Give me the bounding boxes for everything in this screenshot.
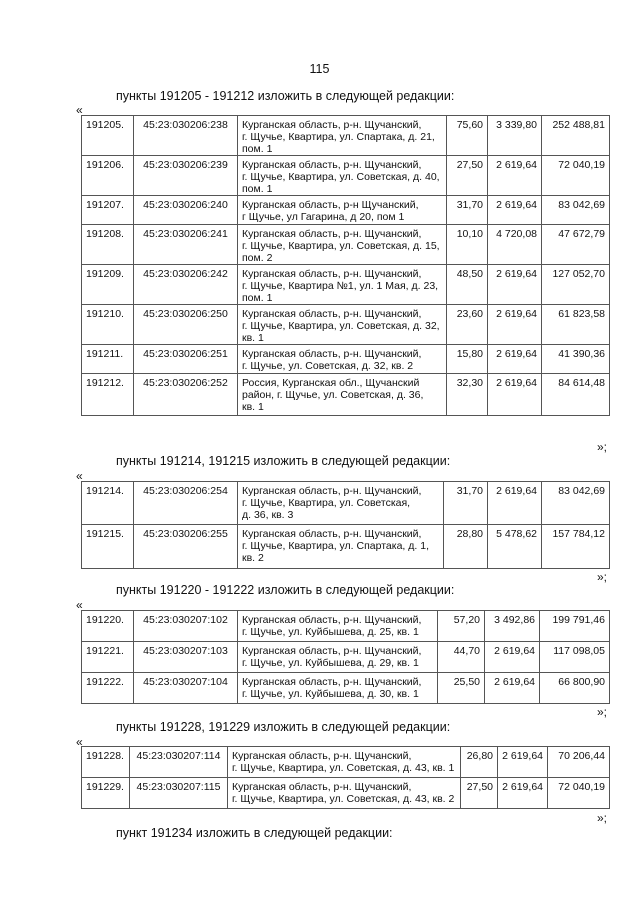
closing-quote: »; [597,811,608,825]
address-line: Курганская область, р-н. Щучанский, [242,268,422,280]
registry-table [81,481,610,569]
table-row [82,305,610,345]
item-number-cell: 191211. [82,345,134,374]
closing-quote: »; [597,705,608,719]
unit-price-cell: 2 619,64 [488,345,542,374]
table-row [82,482,610,525]
table-row [82,156,610,196]
item-number-cell: 191207. [82,196,134,225]
item-number-cell: 191222. [82,673,134,704]
registry-table [81,610,610,704]
total-value-cell: 47 672,79 [542,225,610,265]
address-line: Курганская область, р-н. Щучанский, [242,159,422,171]
address-cell [238,265,447,305]
address-line: Курганская область, р-н. Щучанский, [242,645,422,657]
page-number: 115 [309,62,330,76]
address-line: Курганская область, р-н. Щучанский, [242,528,422,540]
address-line: г. Щучье, ул. Куйбышева, д. 25, кв. 1 [242,626,419,638]
address-line: г. Щучье, ул. Советская, д. 32, кв. 2 [242,360,414,372]
address-cell [238,196,447,225]
address-line: г. Щучье, Квартира, ул. Советская, [242,497,411,509]
area-cell: 75,60 [447,116,488,156]
item-number-cell: 191214. [82,482,134,525]
total-value-cell: 157 784,12 [542,525,610,569]
registry-table [81,115,610,416]
address-cell [238,116,447,156]
address-line: г. Щучье, ул. Куйбышева, д. 30, кв. 1 [242,688,419,700]
opening-quote: « [76,598,83,612]
total-value-cell: 252 488,81 [542,116,610,156]
table-row [82,225,610,265]
unit-price-cell: 2 619,64 [488,374,542,416]
area-cell: 25,50 [438,673,485,704]
closing-quote: »; [597,440,608,454]
area-cell: 31,70 [444,482,488,525]
area-cell: 15,80 [447,345,488,374]
total-value-cell: 72 040,19 [542,156,610,196]
area-cell: 23,60 [447,305,488,345]
cadastral-number-cell: 45:23:030207:114 [130,747,228,778]
item-number-cell: 191228. [82,747,130,778]
table-row [82,345,610,374]
address-line: Курганская область, р-н. Щучанский, [242,676,422,688]
address-line: г. Щучье, Квартира №1, ул. 1 Мая, д. 23, [242,280,439,292]
address-cell [238,374,447,416]
item-number-cell: 191206. [82,156,134,196]
total-value-cell: 83 042,69 [542,482,610,525]
cadastral-number-cell: 45:23:030206:255 [134,525,238,569]
cadastral-number-cell: 45:23:030206:242 [134,265,238,305]
unit-price-cell: 4 720,08 [488,225,542,265]
address-line: г. Щучье, Квартира, ул. Спартака, д. 21, [242,131,435,143]
closing-quote: »; [597,570,608,584]
cadastral-number-cell: 45:23:030206:254 [134,482,238,525]
registry-table [81,746,610,809]
address-line: г. Щучье, Квартира, ул. Советская, д. 40, [242,171,440,183]
section-heading: пункты 191228, 191229 изложить в следующей редакции: [116,720,451,734]
table-row [82,747,610,778]
cadastral-number-cell: 45:23:030206:241 [134,225,238,265]
section-heading: пункты 191214, 191215 изложить в следующей редакции: [116,454,451,468]
address-line: Курганская область, р-н. Щучанский, [242,308,422,320]
table-row [82,265,610,305]
area-cell: 32,30 [447,374,488,416]
area-cell: 48,50 [447,265,488,305]
unit-price-cell: 2 619,64 [488,265,542,305]
total-value-cell: 117 098,05 [540,642,610,673]
total-value-cell: 70 206,44 [548,747,610,778]
total-value-cell: 72 040,19 [548,778,610,809]
area-cell: 44,70 [438,642,485,673]
address-line: кв. 1 [242,332,264,344]
total-value-cell: 127 052,70 [542,265,610,305]
address-cell [238,611,438,642]
address-cell [238,673,438,704]
cadastral-number-cell: 45:23:030206:250 [134,305,238,345]
section-heading: пункты 191220 - 191222 изложить в следующей редакции: [116,583,455,597]
cadastral-number-cell: 45:23:030206:251 [134,345,238,374]
address-line: Курганская область, р-н. Щучанский, [242,119,422,131]
table-row [82,642,610,673]
item-number-cell: 191205. [82,116,134,156]
cadastral-number-cell: 45:23:030207:115 [130,778,228,809]
address-cell [238,305,447,345]
unit-price-cell: 2 619,64 [488,156,542,196]
area-cell: 31,70 [447,196,488,225]
cadastral-number-cell: 45:23:030207:102 [134,611,238,642]
address-line: Курганская область, р-н. Щучанский, [242,228,422,240]
address-cell [228,747,461,778]
area-cell: 27,50 [461,778,498,809]
address-line: Курганская область, р-н. Щучанский, [232,781,412,793]
unit-price-cell: 2 619,64 [485,673,540,704]
opening-quote: « [76,735,83,749]
table-row [82,778,610,809]
unit-price-cell: 2 619,64 [498,747,548,778]
section-heading: пункты 191205 - 191212 изложить в следующей редакции: [116,89,455,103]
address-line: г. Щучье, Квартира, ул. Советская, д. 43, кв. 2 [232,793,455,805]
address-line: Россия, Курганская обл., Щучанский [242,377,420,389]
address-line: пом. 1 [242,292,273,304]
total-value-cell: 199 791,46 [540,611,610,642]
unit-price-cell: 3 339,80 [488,116,542,156]
opening-quote: « [76,103,83,117]
address-line: Курганская область, р-н. Щучанский, [242,348,422,360]
item-number-cell: 191229. [82,778,130,809]
unit-price-cell: 2 619,64 [488,482,542,525]
cadastral-number-cell: 45:23:030207:103 [134,642,238,673]
address-line: пом. 2 [242,252,273,264]
unit-price-cell: 5 478,62 [488,525,542,569]
address-line: г Щучье, ул Гагарина, д 20, пом 1 [242,211,405,223]
total-value-cell: 84 614,48 [542,374,610,416]
address-line: Курганская область, р-н. Щучанский, [242,614,422,626]
cadastral-number-cell: 45:23:030206:252 [134,374,238,416]
table-row [82,196,610,225]
address-line: кв. 1 [242,401,264,413]
area-cell: 28,80 [444,525,488,569]
address-line: г. Щучье, Квартира, ул. Советская, д. 15, [242,240,440,252]
total-value-cell: 61 823,58 [542,305,610,345]
cadastral-number-cell: 45:23:030207:104 [134,673,238,704]
item-number-cell: 191209. [82,265,134,305]
address-line: Курганская область, р-н. Щучанский, [242,485,422,497]
opening-quote: « [76,469,83,483]
item-number-cell: 191220. [82,611,134,642]
address-cell [238,642,438,673]
address-line: кв. 2 [242,552,264,564]
cadastral-number-cell: 45:23:030206:239 [134,156,238,196]
section-heading: пункт 191234 изложить в следующей редакции: [116,826,393,840]
cadastral-number-cell: 45:23:030206:240 [134,196,238,225]
unit-price-cell: 2 619,64 [485,642,540,673]
address-cell [238,156,447,196]
area-cell: 57,20 [438,611,485,642]
address-cell [238,482,444,525]
unit-price-cell: 3 492,86 [485,611,540,642]
total-value-cell: 41 390,36 [542,345,610,374]
address-line: г. Щучье, Квартира, ул. Советская, д. 32, [242,320,440,332]
address-cell [228,778,461,809]
address-line: г. Щучье, Квартира, ул. Спартака, д. 1, [242,540,429,552]
item-number-cell: 191208. [82,225,134,265]
address-line: район, г. Щучье, ул. Советская, д. 36, [242,389,424,401]
cadastral-number-cell: 45:23:030206:238 [134,116,238,156]
total-value-cell: 66 800,90 [540,673,610,704]
item-number-cell: 191221. [82,642,134,673]
address-cell [238,225,447,265]
table-row [82,116,610,156]
address-line: г. Щучье, ул. Куйбышева, д. 29, кв. 1 [242,657,419,669]
unit-price-cell: 2 619,64 [498,778,548,809]
table-row [82,611,610,642]
item-number-cell: 191210. [82,305,134,345]
unit-price-cell: 2 619,64 [488,305,542,345]
address-line: Курганская область, р-н Щучанский, [242,199,419,211]
item-number-cell: 191212. [82,374,134,416]
table-row [82,525,610,569]
area-cell: 10,10 [447,225,488,265]
address-line: г. Щучье, Квартира, ул. Советская, д. 43, кв. 1 [232,762,455,774]
table-row [82,374,610,416]
item-number-cell: 191215. [82,525,134,569]
address-line: пом. 1 [242,143,273,155]
total-value-cell: 83 042,69 [542,196,610,225]
area-cell: 26,80 [461,747,498,778]
area-cell: 27,50 [447,156,488,196]
address-line: д. 36, кв. 3 [242,509,294,521]
table-row [82,673,610,704]
address-cell [238,345,447,374]
address-line: пом. 1 [242,183,273,195]
address-cell [238,525,444,569]
address-line: Курганская область, р-н. Щучанский, [232,750,412,762]
unit-price-cell: 2 619,64 [488,196,542,225]
